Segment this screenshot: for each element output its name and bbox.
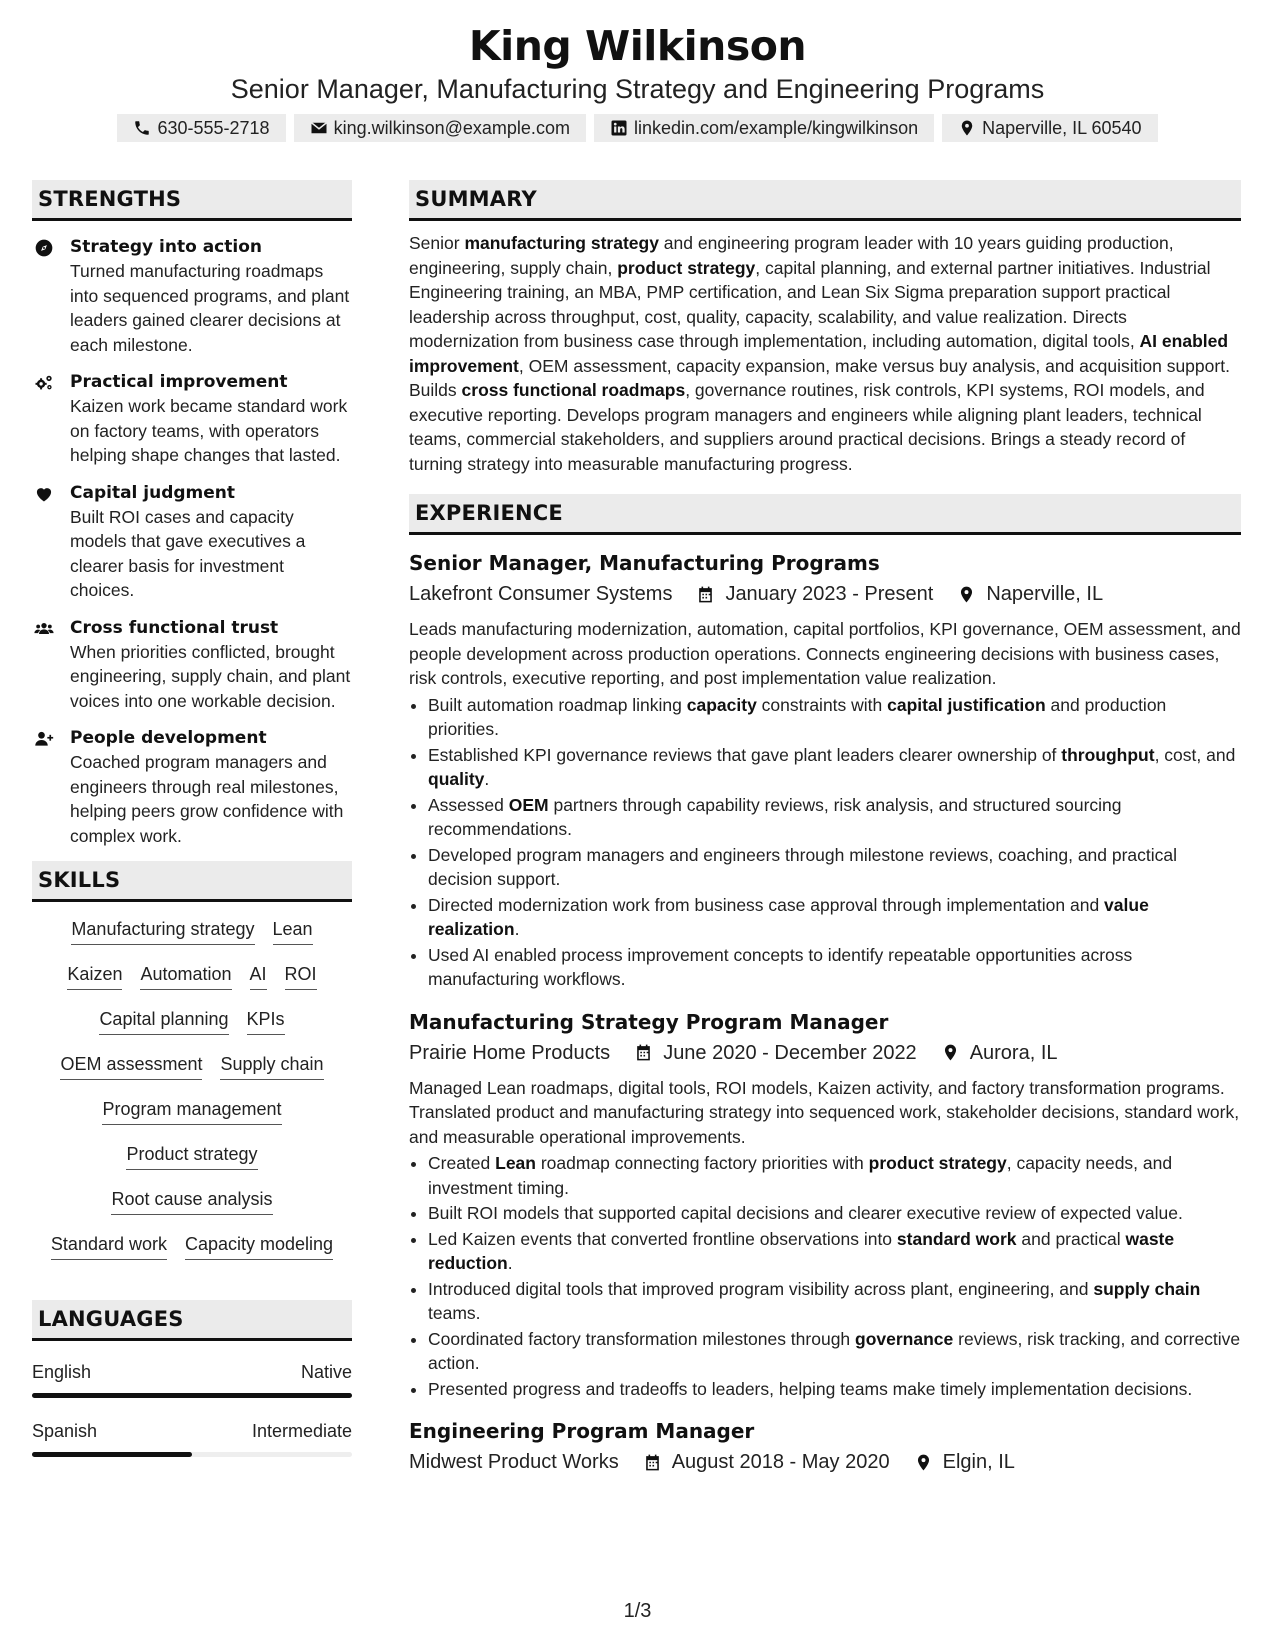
- text-segment: Presented progress and tradeoffs to leaders, helping teams make timely implementation decisions.: [428, 1378, 1193, 1399]
- emphasis-text: quality: [428, 769, 485, 789]
- job-location: Naperville, IL: [986, 583, 1104, 605]
- contact-email[interactable]: [294, 114, 586, 142]
- map-pin-icon: [941, 1043, 960, 1062]
- right-column: [409, 180, 1241, 1477]
- language-level-bar: [32, 1452, 352, 1457]
- emphasis-text: AI enabled improvement: [409, 331, 1229, 376]
- languages-heading: LANGUAGES: [32, 1300, 352, 1341]
- job-bullet: [428, 693, 1241, 742]
- text-segment: and engineering program leader with 10 years guiding production, engineering, supply chain,: [409, 233, 1174, 278]
- language-level: Native: [300, 1362, 352, 1382]
- contact-linkedin[interactable]: [594, 114, 934, 142]
- skill-row: [32, 1227, 352, 1272]
- language-level-bar: [32, 1393, 352, 1398]
- job-bullet: [428, 1151, 1241, 1200]
- strength-item: [32, 616, 352, 714]
- skill-row: [32, 1002, 352, 1047]
- text-segment: Built automation roadmap linking: [428, 694, 687, 715]
- job-location: Elgin, IL: [942, 1451, 1015, 1473]
- map-pin-icon: [958, 119, 976, 137]
- strengths-heading: STRENGTHS: [32, 180, 352, 221]
- left-column: [32, 180, 352, 1457]
- text-segment: Created: [428, 1153, 496, 1173]
- text-segment: .: [507, 1253, 513, 1273]
- emphasis-text: value realization: [428, 894, 1149, 939]
- text-segment: , cost, and: [1154, 744, 1236, 765]
- text-segment: Used AI enabled process improvement concepts to identify repeatable opportunities across manufacturing workflows.: [428, 944, 1133, 989]
- emphasis-text: governance: [855, 1328, 954, 1349]
- job-title: Engineering Program Manager: [409, 1419, 755, 1443]
- job-bullet: [428, 843, 1241, 892]
- job-bullet: [428, 1277, 1241, 1326]
- text-segment: Introduced digital tools that improved program visibility across plant, engineering, and: [428, 1278, 1094, 1299]
- strength-title: Strategy into action: [70, 237, 262, 257]
- skill-tag: Manufacturing strategy: [71, 918, 254, 945]
- job-description: Managed Lean roadmaps, digital tools, ROI models, Kaizen activity, and factory transformation programs. Translated product and manufacturing strategy into sequenced work, stakeholder decisions, standard work, and measurable operational improvements.: [409, 1077, 1240, 1147]
- strength-title: People development: [70, 728, 267, 748]
- text-segment: Established KPI governance reviews that gave plant leaders clearer ownership of: [428, 744, 1062, 765]
- heart-icon: [34, 484, 54, 504]
- candidate-headline: Senior Manager, Manufacturing Strategy and Engineering Programs: [230, 74, 1045, 104]
- text-segment: Developed program managers and engineers through milestone reviews, coaching, and practical decision support.: [428, 844, 1178, 889]
- map-pin-icon: [957, 585, 976, 604]
- job-company: Prairie Home Products: [409, 1041, 611, 1064]
- text-segment: partners through capability reviews, risk analysis, and structured sourcing recommendations.: [428, 794, 1122, 839]
- job-bullet: [428, 793, 1241, 842]
- text-segment: , capacity needs, and investment timing.: [428, 1153, 1173, 1198]
- skill-row: [32, 1137, 352, 1182]
- emphasis-text: supply chain: [1093, 1278, 1201, 1299]
- text-segment: Led Kaizen events that converted frontline observations into: [428, 1228, 897, 1249]
- calendar-icon: [696, 585, 715, 604]
- skill-row: [32, 1047, 352, 1092]
- skill-tag: Supply chain: [220, 1053, 323, 1080]
- job-bullet: [428, 893, 1241, 942]
- strength-item: [32, 726, 352, 848]
- users-icon: [32, 619, 56, 639]
- text-segment: and production priorities.: [428, 694, 1167, 739]
- text-segment: constraints with: [756, 694, 888, 715]
- text-segment: Directed modernization work from business case approval through implementation and: [428, 894, 1105, 915]
- job-title: Senior Manager, Manufacturing Programs: [409, 551, 880, 575]
- skill-row: [32, 912, 352, 957]
- language-level: Intermediate: [251, 1421, 352, 1441]
- job-entry: [409, 1008, 1241, 1402]
- gears-icon: [34, 373, 54, 393]
- strength-item: [32, 235, 352, 357]
- job-company: Midwest Product Works: [409, 1451, 619, 1473]
- text-segment: .: [484, 769, 490, 789]
- strength-title: Capital judgment: [70, 482, 236, 503]
- skill-row: [32, 957, 352, 1002]
- job-title: Manufacturing Strategy Program Manager: [409, 1009, 889, 1034]
- job-bullet: [428, 743, 1241, 792]
- job-description: Leads manufacturing modernization, automation, capital portfolios, KPI governance, OEM assessment, and people development across production operations. Connects engineering decisions with business cases, risk controls, executive reporting, and post implementation value realization.: [409, 619, 1241, 688]
- skill-tag: Root cause analysis: [111, 1188, 272, 1215]
- skill-tag: OEM assessment: [60, 1053, 202, 1080]
- text-segment: Senior: [409, 233, 465, 253]
- emphasis-text: throughput: [1061, 744, 1155, 765]
- experience-section: [409, 494, 1241, 1477]
- skill-tag: AI: [250, 963, 267, 990]
- text-segment: and practical: [1016, 1228, 1126, 1249]
- envelope-icon: [310, 119, 328, 137]
- calendar-icon: [643, 1453, 662, 1472]
- summary-heading: SUMMARY: [409, 180, 1241, 221]
- contact-location-text: Naperville, IL 60540: [982, 117, 1142, 138]
- strength-desc: Kaizen work became standard work on factory teams, with operators helping shape changes that lasted.: [70, 396, 348, 465]
- user-plus-icon: [32, 729, 56, 749]
- skills-heading: SKILLS: [32, 861, 352, 902]
- job-dates: January 2023 - Present: [725, 583, 934, 605]
- strength-title: Cross functional trust: [70, 617, 279, 638]
- skill-tag: Automation: [140, 963, 231, 990]
- emphasis-text: Lean: [495, 1153, 536, 1173]
- strength-desc: Built ROI cases and capacity models that gave executives a clearer basis for investment choices.: [70, 506, 306, 600]
- skills-list: [32, 912, 352, 1272]
- emphasis-text: capital justification: [887, 694, 1046, 715]
- job-meta: [409, 1038, 1241, 1068]
- language-name: Spanish: [32, 1421, 98, 1441]
- skill-row: [32, 1092, 352, 1137]
- text-segment: , OEM assessment, capacity expansion, make versus buy analysis, and acquisition support. Builds: [409, 355, 1230, 400]
- job-bullet: [428, 1327, 1241, 1376]
- strength-item: [32, 481, 352, 603]
- language-level-fill: [32, 1452, 192, 1457]
- skill-row: [32, 1182, 352, 1227]
- emphasis-text: product strategy: [617, 257, 756, 278]
- emphasis-text: capacity: [686, 694, 757, 715]
- text-segment: Coordinated factory transformation milestones through: [428, 1328, 856, 1349]
- skill-tag: Capacity modeling: [185, 1233, 333, 1260]
- text-segment: , governance routines, risk controls, KPI systems, ROI models, and executive reporting. Develops program managers and engineers while aligning plant leaders, technical teams, commercial stakeholders, and suppliers around practical decisions. Brings a steady record of turning strategy into measurable manufacturing progress.: [409, 380, 1205, 474]
- skills-section: [32, 861, 352, 1272]
- strengths-list: [32, 235, 352, 848]
- text-segment: Assessed: [428, 794, 509, 815]
- strength-desc: Turned manufacturing roadmaps into sequenced programs, and plant leaders gained clearer decisions at each milestone.: [70, 261, 350, 355]
- job-entry: [409, 1417, 1241, 1477]
- languages-section: [32, 1300, 352, 1457]
- text-segment: .: [514, 919, 520, 939]
- job-dates: June 2020 - December 2022: [663, 1041, 917, 1064]
- contact-email-text: king.wilkinson@example.com: [333, 117, 570, 138]
- map-pin-icon: [914, 1453, 933, 1472]
- language-name: English: [32, 1362, 92, 1382]
- skill-tag: Lean: [273, 918, 313, 945]
- phone-icon: [133, 119, 151, 137]
- job-location: Aurora, IL: [969, 1041, 1058, 1064]
- emphasis-text: standard work: [896, 1228, 1017, 1249]
- page-number: 1/3: [623, 1600, 652, 1622]
- job-bullets: [409, 1151, 1241, 1401]
- job-bullet: [428, 1377, 1241, 1402]
- job-meta: [409, 579, 1241, 609]
- contact-phone-text: 630-555-2718: [157, 117, 270, 138]
- text-segment: teams.: [428, 1303, 481, 1323]
- language-level-fill: [32, 1393, 352, 1398]
- job-entry: [409, 549, 1241, 992]
- compass-icon: [34, 238, 54, 258]
- emphasis-text: OEM: [508, 794, 549, 815]
- skill-tag: Program management: [102, 1098, 281, 1125]
- calendar-icon: [634, 1043, 653, 1062]
- skill-tag: Kaizen: [67, 963, 122, 990]
- emphasis-text: manufacturing strategy: [464, 233, 659, 253]
- experience-list: [409, 549, 1241, 1477]
- skill-tag: Capital planning: [99, 1008, 228, 1035]
- language-item: [32, 1361, 352, 1398]
- strength-item: [32, 370, 352, 468]
- linkedin-icon: [610, 119, 628, 137]
- contact-location: [942, 114, 1157, 142]
- skill-tag: Standard work: [51, 1233, 167, 1260]
- text-segment: , capital planning, and external partner initiatives. Industrial Engineering training, an MBA, PMP certification, and Lean Six Sigma preparation support practical leadership across throughput, cost, quality, capacity, scalability, and value realization. Directs modernization from business case through implementation, including automation, digital tools,: [409, 257, 1211, 351]
- text-segment: roadmap connecting factory priorities with: [535, 1153, 869, 1173]
- emphasis-text: cross functional roadmaps: [461, 380, 686, 400]
- skill-tag: Product strategy: [126, 1143, 257, 1170]
- job-bullet: [428, 1201, 1241, 1226]
- contact-phone[interactable]: [117, 114, 285, 142]
- job-meta: [409, 1447, 1241, 1477]
- job-company: Lakefront Consumer Systems: [409, 583, 673, 605]
- summary-text: [409, 231, 1241, 476]
- strength-desc: Coached program managers and engineers through real milestones, helping peers grow confidence with complex work.: [70, 752, 344, 846]
- candidate-name: King Wilkinson: [468, 22, 807, 70]
- emphasis-text: product strategy: [868, 1153, 1007, 1173]
- strength-desc: When priorities conflicted, brought engineering, supply chain, and plant voices into one workable decision.: [70, 641, 351, 711]
- language-item: [32, 1420, 352, 1457]
- text-segment: reviews, risk tracking, and corrective action.: [428, 1328, 1241, 1373]
- emphasis-text: waste reduction: [428, 1228, 1175, 1273]
- job-bullet: [428, 943, 1241, 992]
- skill-tag: ROI: [285, 963, 317, 990]
- experience-heading: EXPERIENCE: [409, 494, 1241, 535]
- skill-tag: KPIs: [247, 1008, 285, 1035]
- job-bullets: [409, 693, 1241, 992]
- job-bullet: [428, 1227, 1241, 1276]
- contact-linkedin-text: linkedin.com/example/kingwilkinson: [633, 117, 919, 138]
- job-dates: August 2018 - May 2020: [671, 1451, 890, 1473]
- text-segment: Built ROI models that supported capital decisions and clearer executive review of expected value.: [428, 1203, 1183, 1223]
- contact-bar: [0, 114, 1275, 142]
- strength-title: Practical improvement: [70, 372, 288, 392]
